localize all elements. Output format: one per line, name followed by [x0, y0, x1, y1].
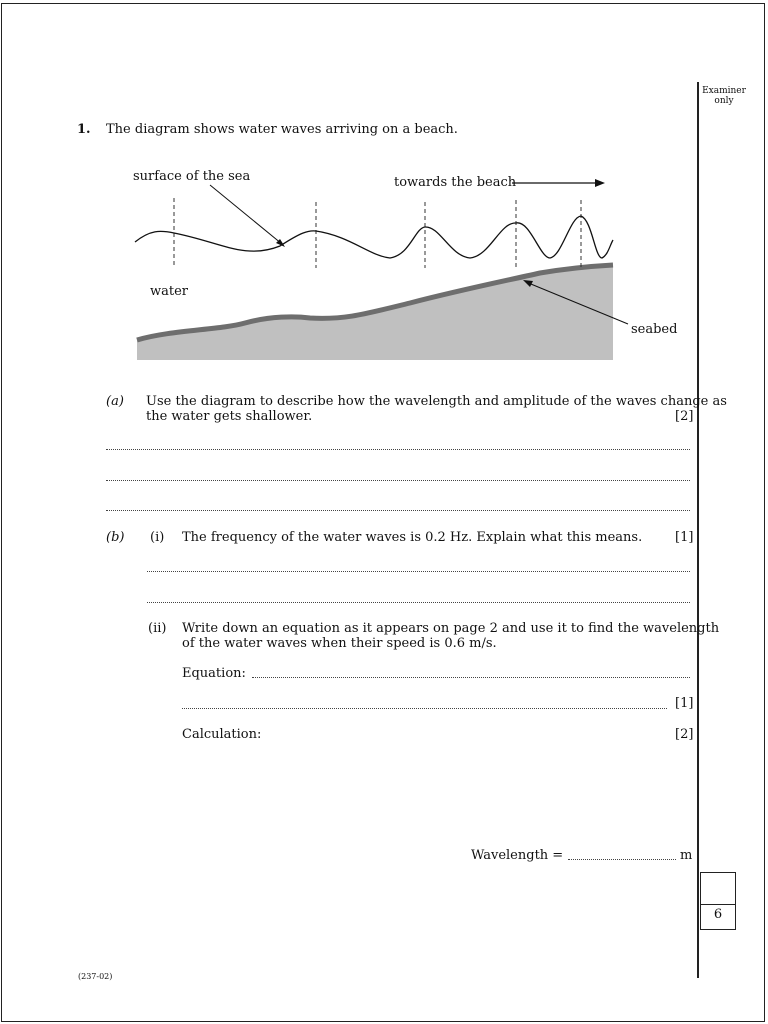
answer-line[interactable]	[106, 480, 690, 481]
wavelength-markers	[174, 198, 581, 270]
part-a-marks: [2]	[675, 409, 694, 424]
equation-answer-line-2[interactable]	[182, 708, 667, 709]
examiner-margin-line	[697, 82, 699, 978]
examiner-only-label: Examiner only	[702, 86, 746, 106]
wavelength-label: Wavelength =	[471, 848, 564, 863]
part-a-text-line1: Use the diagram to describe how the wavelength and amplitude of the waves change as	[146, 394, 727, 409]
part-a-text-line2: the water gets shallower.	[146, 409, 313, 424]
sea-surface-wave	[135, 216, 613, 258]
paper-code: (237-02)	[78, 972, 113, 981]
label-surface-of-sea: surface of the sea	[133, 169, 251, 184]
question-intro: The diagram shows water waves arriving on a beach.	[106, 122, 458, 137]
part-a-label: (a)	[106, 394, 124, 409]
calculation-marks: [2]	[675, 727, 694, 742]
total-marks: 6	[713, 907, 723, 922]
answer-line[interactable]	[147, 602, 690, 603]
calculation-label: Calculation:	[182, 727, 262, 742]
answer-line[interactable]	[147, 571, 690, 572]
answer-line[interactable]	[106, 449, 690, 450]
examiner-mark-box	[700, 872, 736, 930]
wavelength-answer-line[interactable]	[568, 859, 676, 860]
part-b-i-marks: [1]	[675, 530, 694, 545]
equation-marks: [1]	[675, 696, 694, 711]
label-towards-beach: towards the beach	[394, 175, 517, 190]
wave-diagram	[130, 160, 678, 365]
question-number: 1.	[77, 122, 91, 137]
label-seabed: seabed	[631, 322, 678, 337]
part-b-i-label: (i)	[150, 530, 165, 545]
part-b-label: (b)	[106, 530, 125, 545]
page-border	[1, 3, 765, 1022]
part-b-ii-text-line1: Write down an equation as it appears on page 2 and use it to find the wavelength	[182, 621, 720, 636]
mark-box-divider	[701, 904, 735, 905]
equation-label: Equation:	[182, 666, 246, 681]
part-b-ii-label: (ii)	[148, 621, 167, 636]
label-water: water	[150, 284, 189, 299]
part-b-i-text: The frequency of the water waves is 0.2 Hz. Explain what this means.	[182, 530, 643, 545]
part-b-ii-text-line2: of the water waves when their speed is 0.6 m/s.	[182, 636, 497, 651]
answer-line[interactable]	[106, 510, 690, 511]
wavelength-unit: m	[680, 848, 693, 863]
equation-answer-line[interactable]	[252, 677, 690, 678]
